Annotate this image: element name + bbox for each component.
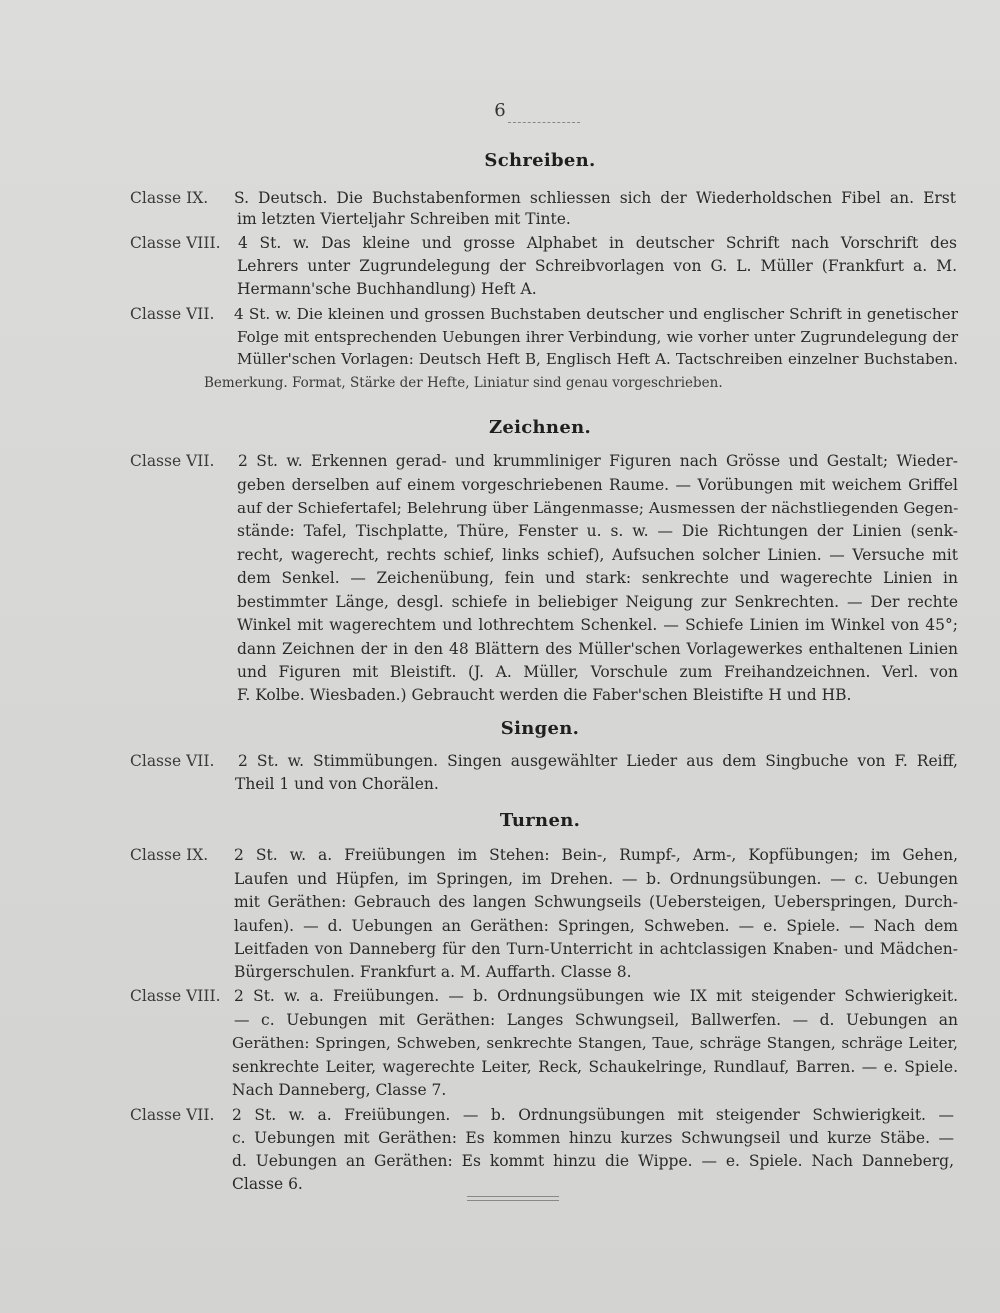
text-line: senkrechte Leiter, wagerechte Leiter, Reck, Schaukelringe, Rundlauf, Barren. — e. Spiele.	[232, 1058, 958, 1076]
text-line: 2 St. w. a. Freiübungen. — b. Ordnungsübungen wie IX mit steigender Schwierigkeit.	[234, 987, 958, 1005]
class-label: Classe VII.	[130, 452, 215, 470]
text-line: — c. Uebungen mit Geräthen: Langes Schwungseil, Ballwerfen. — d. Uebungen an	[234, 1011, 958, 1029]
text-line: Theil 1 und von Chorälen.	[235, 775, 439, 793]
text-line: geben derselben auf einem vorgeschriebenen Raume. — Vorübungen mit weichem Griffel	[237, 476, 958, 494]
text-line: c. Uebungen mit Geräthen: Es kommen hinzu kurzes Schwungseil und kurze Stäbe. —	[232, 1129, 954, 1147]
text-line: und Figuren mit Bleistift. (J. A. Müller, Vorschule zum Freihandzeichnen. Verl. von	[237, 663, 958, 681]
text-line: S. Deutsch. Die Buchstabenformen schliessen sich der Wiederholdschen Fibel an. Erst	[234, 189, 956, 207]
text-line: Folge mit entsprechenden Uebungen ihrer Verbindung, wie vorher unter Zugrundelegung der	[237, 328, 958, 346]
text-line: im letzten Vierteljahr Schreiben mit Tinte.	[237, 210, 571, 228]
class-label: Classe VIII.	[130, 987, 221, 1005]
text-line: Müller'schen Vorlagen: Deutsch Heft B, Englisch Heft A. Tactschreiben einzelner Buchstaben.	[237, 350, 958, 368]
text-line: auf der Schiefertafel; Belehrung über Längenmasse; Ausmessen der nächstliegenden Gegen-	[237, 499, 959, 517]
text-line: d. Uebungen an Geräthen: Es kommt hinzu die Wippe. — e. Spiele. Nach Danneberg,	[232, 1152, 954, 1170]
class-label: Classe IX.	[130, 189, 209, 207]
section-heading-zeichnen: Zeichnen.	[488, 417, 592, 438]
class-label: Classe VII.	[130, 1106, 215, 1124]
text-line: 2 St. w. Erkennen gerad- und krummliniger Figuren nach Grösse und Gestalt; Wieder-	[238, 452, 958, 470]
class-label: Classe VII.	[130, 752, 215, 770]
class-label: Classe VIII.	[130, 234, 221, 252]
text-line: Geräthen: Springen, Schweben, senkrechte Stangen, Taue, schräge Stangen, schräge Leiter,	[232, 1034, 958, 1052]
page-number-underline	[508, 122, 580, 123]
text-line: 2 St. w. a. Freiübungen. — b. Ordnungsübungen mit steigender Schwierigkeit. —	[232, 1106, 954, 1124]
text-line: 2 St. w. a. Freiübungen im Stehen: Bein-, Rumpf-, Arm-, Kopfübungen; im Gehen,	[234, 846, 958, 864]
text-line: Hermann'sche Buchhandlung) Heft A.	[237, 280, 537, 298]
text-line: F. Kolbe. Wiesbaden.) Gebraucht werden die Faber'schen Bleistifte H und HB.	[237, 686, 852, 704]
text-line: mit Geräthen: Gebrauch des langen Schwungseils (Uebersteigen, Ueberspringen, Durch-	[234, 893, 958, 911]
text-line: recht, wagerecht, rechts schief, links schief), Aufsuchen solcher Linien. — Versuche mit	[237, 546, 958, 564]
text-line: Lehrers unter Zugrundelegung der Schreibvorlagen von G. L. Müller (Frankfurt a. M.	[237, 257, 957, 275]
class-label: Classe VII.	[130, 305, 215, 323]
text-line: Nach Danneberg, Classe 7.	[232, 1081, 447, 1099]
text-line: Laufen und Hüpfen, im Springen, im Drehen. — b. Ordnungsübungen. — c. Uebungen	[234, 870, 958, 888]
text-line: Classe 6.	[232, 1175, 303, 1193]
section-heading-singen: Singen.	[500, 718, 580, 739]
text-line: 4 St. w. Die kleinen und grossen Buchstaben deutscher und englischer Schrift in genetischer	[234, 305, 958, 323]
text-line: bestimmter Länge, desgl. schiefe in beliebiger Neigung zur Senkrechten. — Der rechte	[237, 593, 958, 611]
text-line: Leitfaden von Danneberg für den Turn-Unterricht in achtclassigen Knaben- und Mädchen-	[234, 940, 958, 958]
text-line: dem Senkel. — Zeichenübung, fein und stark: senkrechte und wagerechte Linien in	[237, 569, 958, 587]
page-number: 6	[494, 100, 506, 121]
text-line: 4 St. w. Das kleine und grosse Alphabet in deutscher Schrift nach Vorschrift des	[238, 234, 957, 252]
class-label: Classe IX.	[130, 846, 209, 864]
section-heading-schreiben: Schreiben.	[484, 150, 596, 171]
text-line: laufen). — d. Uebungen an Geräthen: Springen, Schweben. — e. Spiele. — Nach dem	[234, 917, 958, 935]
text-line: Bürgerschulen. Frankfurt a. M. Auffarth. Classe 8.	[234, 963, 632, 981]
text-line: dann Zeichnen der in den 48 Blättern des Müller'schen Vorlagewerkes enthaltenen Linien	[237, 640, 958, 658]
text-line: Winkel mit wagerechtem und lothrechtem Schenkel. — Schiefe Linien im Winkel von 45°;	[237, 616, 958, 634]
remark-note: Bemerkung. Format, Stärke der Hefte, Liniatur sind genau vorgeschrieben.	[204, 375, 723, 391]
text-line: 2 St. w. Stimmübungen. Singen ausgewählter Lieder aus dem Singbuche von F. Reiff,	[238, 752, 958, 770]
end-rule	[467, 1196, 559, 1201]
text-line: stände: Tafel, Tischplatte, Thüre, Fenster u. s. w. — Die Richtungen der Linien (senk-	[237, 522, 958, 540]
section-heading-turnen: Turnen.	[499, 810, 581, 831]
